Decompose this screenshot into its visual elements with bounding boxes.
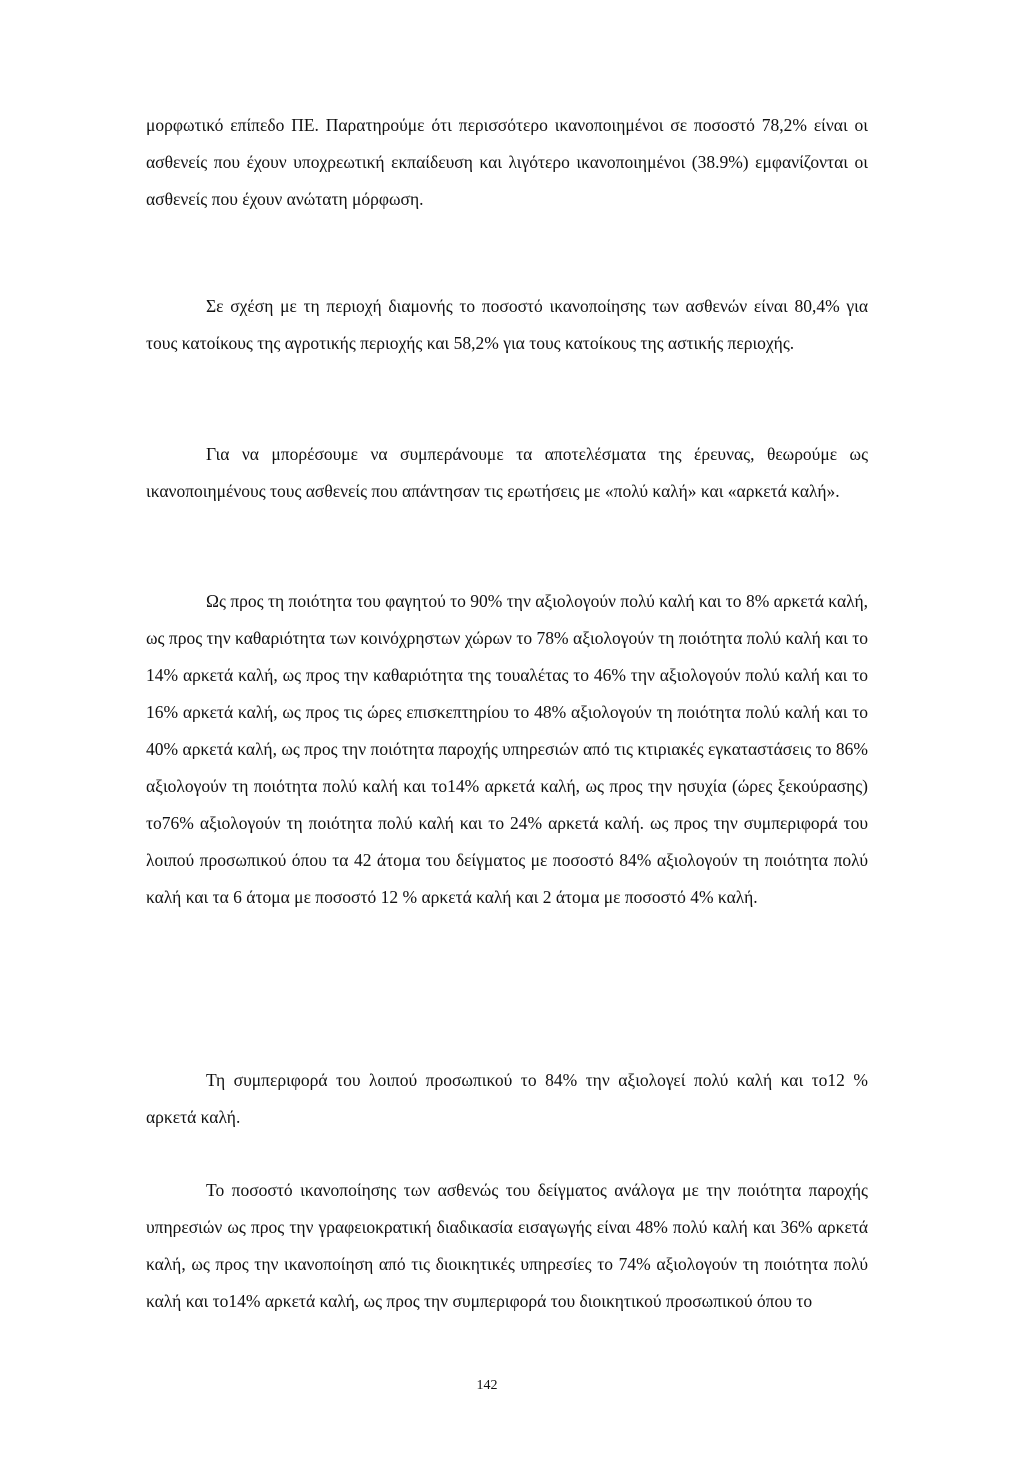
paragraph-staff-behaviour: Τη συμπεριφορά του λοιπού προσωπικού το 84% την αξιολογεί πολύ καλή και το12 % αρκετά καλή. bbox=[146, 1070, 868, 1127]
paragraph-service-quality-ratings: Ως προς τη ποιότητα του φαγητού το 90% την αξιολογούν πολύ καλή και το 8% αρκετά καλή, ως προς την καθαριότητα των κοινόχρηστων χώρων το 78% αξιολογούν τη ποιότητα πολύ καλή και το 14% αρκετά καλή, ως προς την καθαριότητα της τουαλέτας το 46% την αξιολογούν πολύ καλή και το 16% αρκετά καλή, ως προς τις ώρες επισκεπτηρίου το 48% αξιολογούν τη ποιότητα πολύ καλή και το 40% αρκετά καλή, ως προς την ποιότητα παροχής υπηρεσιών από τις κτιριακές εγκαταστάσεις το 86% αξιολογούν τη ποιότητα πολύ καλή και το14% αρκετά καλή, ως προς την ησυχία (ώρες ξεκούρασης) το76% αξιολογούν τη ποιότητα πολύ καλή και το 24% αρκετά καλή. ως προς την συμπεριφορά του λοιπού προσωπικού όπου τα 42 άτομα του δείγματος με ποσοστό 84% αξιολογούν τη ποιότητα πολύ καλή και τα 6 άτομα με ποσοστό 12 % αρκετά καλή και 2 άτομα με ποσοστό 4% καλή. bbox=[146, 591, 868, 907]
paragraph-administrative-services: Το ποσοστό ικανοποίησης των ασθενώς του δείγματος ανάλογα με την ποιότητα παροχής υπηρεσιών ως προς την γραφειοκρατική διαδικασία εισαγωγής είναι 48% πολύ καλή και 36% αρκετά καλή, ως προς την ικανοποίηση από τις διοικητικές υπηρεσίες το 74% αξιολογούν τη ποιότητα πολύ καλή και το14% αρκετά καλή, ως προς την συμπεριφορά του διοικητικού προσωπικού όπου το bbox=[146, 1180, 868, 1311]
paragraph-satisfaction-definition: Για να μπορέσουμε να συμπεράνουμε τα αποτελέσματα της έρευνας, θεωρούμε ως ικανοποιημένους τους ασθενείς που απάντησαν τις ερωτήσεις με «πολύ καλή» και «αρκετά καλή». bbox=[146, 444, 868, 501]
paragraph-education-level: μορφωτικό επίπεδο ΠΕ. Παρατηρούμε ότι περισσότερο ικανοποιημένοι σε ποσοστό 78,2% είναι οι ασθενείς που έχουν υποχρεωτική εκπαίδευση και λιγότερο ικανοποιημένοι (38.9%) εμφανίζονται οι ασθενείς που έχουν ανώτατη μόρφωση. bbox=[146, 115, 868, 209]
page-number: 142 bbox=[476, 1378, 498, 1393]
paragraph-residence-area: Σε σχέση με τη περιοχή διαμονής το ποσοστό ικανοποίησης των ασθενών είναι 80,4% για τους κατοίκους της αγροτικής περιοχής και 58,2% για τους κατοίκους της αστικής περιοχής. bbox=[146, 296, 868, 353]
